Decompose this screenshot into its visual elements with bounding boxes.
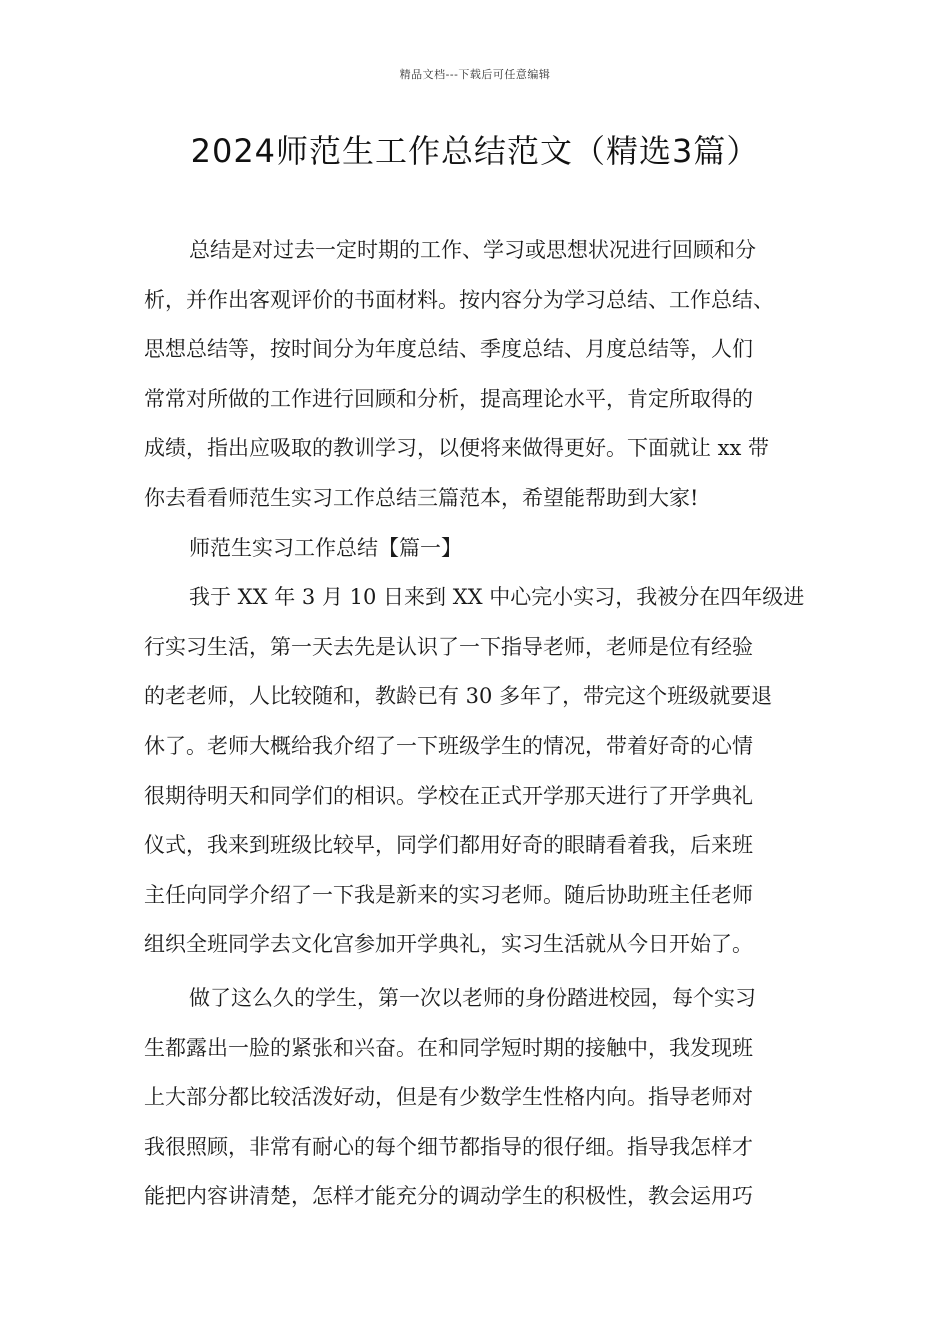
intro-line: 常常对所做的工作进行回顾和分析，提高理论水平，肯定所取得的 [144, 386, 753, 411]
paragraph1-line: 我于 XX 年 3 月 10 日来到 XX 中心完小实习，我被分在四年级进 [189, 585, 805, 610]
paragraph2-line: 上大部分都比较活泼好动，但是有少数学生性格内向。指导老师对 [144, 1085, 753, 1110]
intro-line: 你去看看师范生实习工作总结三篇范本，希望能帮助到大家! [144, 485, 699, 510]
paragraph2-line: 能把内容讲清楚，怎样才能充分的调动学生的积极性，教会运用巧 [144, 1184, 753, 1209]
paragraph2-line: 我很照顾，非常有耐心的每个细节都指导的很仔细。指导我怎样才 [144, 1134, 753, 1159]
intro-line: 析，并作出客观评价的书面材料。按内容分为学习总结、工作总结、 [144, 287, 774, 312]
header-note: 精品文档---下载后可任意编辑 [399, 68, 551, 81]
intro-line: 总结是对过去一定时期的工作、学习或思想状况进行回顾和分 [189, 238, 756, 262]
paragraph1-line: 主任向同学介绍了一下我是新来的实习老师。随后协助班主任老师 [144, 882, 753, 907]
document-body [144, 226, 808, 1222]
intro-line: 思想总结等，按时间分为年度总结、季度总结、月度总结等，人们 [144, 337, 753, 362]
document-title: 2024师范生工作总结范文（精选3篇） [190, 132, 760, 170]
paragraph2-line: 生都露出一脸的紧张和兴奋。在和同学短时期的接触中，我发现班 [144, 1035, 753, 1060]
paragraph1-line: 休了。老师大概给我介绍了一下班级学生的情况，带着好奇的心情 [144, 733, 753, 758]
paragraph1-line: 的老老师，人比较随和，教龄已有 30 多年了，带完这个班级就要退 [144, 684, 773, 709]
intro-line: 成绩，指出应吸取的教训学习，以便将来做得更好。下面就让 xx 带 [144, 436, 770, 461]
paragraph2-line: 做了这么久的学生，第一次以老师的身份踏进校园，每个实习 [189, 985, 756, 1010]
paragraph1-line: 很期待明天和同学们的相识。学校在正式开学那天进行了开学典礼 [144, 783, 753, 808]
paragraph1-line: 行实习生活，第一天去先是认识了一下指导老师，老师是位有经验 [144, 634, 753, 659]
paragraph1-line: 组织全班同学去文化宫参加开学典礼，实习生活就从今日开始了。 [144, 932, 753, 957]
section-heading: 师范生实习工作总结【篇一】 [189, 535, 462, 560]
paragraph1-line: 仪式，我来到班级比较早，同学们都用好奇的眼睛看着我，后来班 [144, 833, 753, 858]
